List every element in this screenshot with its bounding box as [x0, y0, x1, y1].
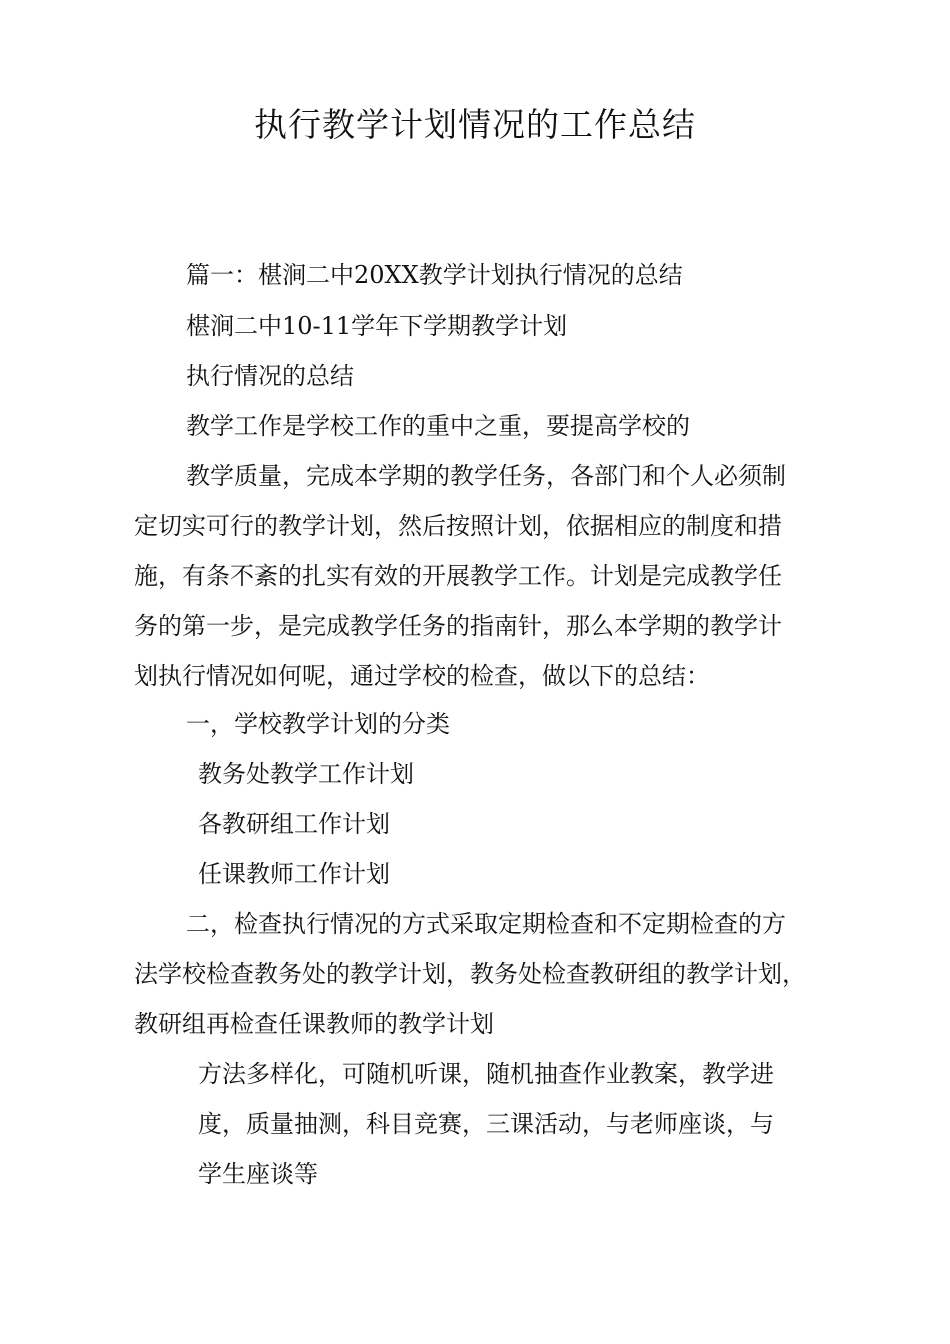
text-line: 椹涧二中10-11学年下学期教学计划 — [186, 312, 568, 340]
text-line: 划执行情况如何呢，通过学校的检查，做以下的总结： — [134, 662, 710, 690]
text-line: 教研组再检查任课教师的教学计划 — [134, 1010, 494, 1038]
list-item: 教务处教学工作计划 — [198, 760, 414, 788]
text-line: 教学质量，完成本学期的教学任务，各部门和个人必须制 — [186, 462, 786, 490]
text-line: 法学校检查教务处的教学计划，教务处检查教研组的教学计划， — [134, 960, 806, 988]
text-line: 施，有条不紊的扎实有效的开展教学工作。计划是完成教学任 — [134, 562, 782, 590]
list-item: 各教研组工作计划 — [198, 810, 390, 838]
list-item: 任课教师工作计划 — [198, 860, 390, 888]
section-heading: 二，检查执行情况的方式采取定期检查和不定期检查的方 — [186, 910, 786, 938]
document-title: 执行教学计划情况的工作总结 — [254, 105, 696, 144]
text-line: 篇一：椹涧二中20XX教学计划执行情况的总结 — [186, 261, 683, 289]
text-line: 教学工作是学校工作的重中之重，要提高学校的 — [186, 412, 690, 440]
text-line: 度，质量抽测，科目竞赛，三课活动，与老师座谈，与 — [198, 1110, 774, 1138]
text-line: 定切实可行的教学计划，然后按照计划，依据相应的制度和措 — [134, 512, 782, 540]
text-line: 务的第一步，是完成教学任务的指南针，那么本学期的教学计 — [134, 612, 782, 640]
text-line: 执行情况的总结 — [186, 362, 354, 390]
text-line: 方法多样化，可随机听课，随机抽查作业教案，教学进 — [198, 1060, 774, 1088]
text-line: 学生座谈等 — [198, 1160, 318, 1188]
section-heading: 一，学校教学计划的分类 — [186, 710, 450, 738]
